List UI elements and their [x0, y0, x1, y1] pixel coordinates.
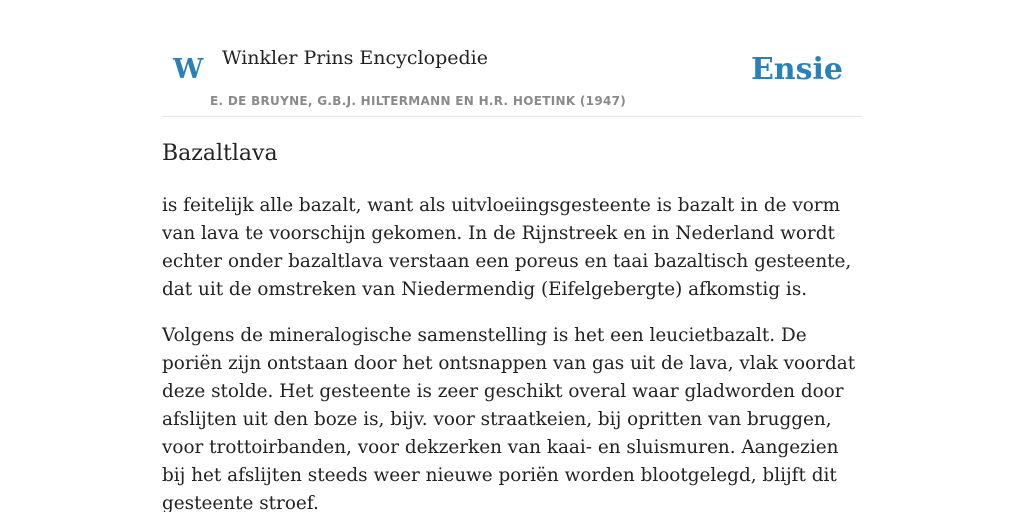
entry-title: Bazaltlava — [162, 141, 278, 166]
source-header — [162, 0, 862, 117]
source-title[interactable]: Winkler Prins Encyclopedie — [222, 47, 488, 69]
entry-content — [162, 138, 862, 512]
source-logo: W — [173, 54, 204, 85]
source-authors: E. DE BRUYNE, G.B.J. HILTERMANN EN H.R. HOETINK (1947) — [210, 94, 627, 108]
entry-paragraph: is feitelijk alle bazalt, want als uitvloeiingsgesteente is bazalt in de vorm van lava te voorschijn gekomen. In de Rijnstreek en in Nederland wordt echter onder bazaltlava verstaan een poreus en taai bazaltisch gesteente, dat uit de omstreken van Niedermendig (Eifelgebergte) afkomstig is. — [162, 195, 852, 300]
brand-logo-link[interactable]: Ensie — [750, 52, 843, 87]
entry-paragraph: Volgens de mineralogische samenstelling is het een leucietbazalt. De poriën zijn ontstaan door het ontsnappen van gas uit de lava, vlak voordat deze stolde. Het gesteente is zeer geschikt overal waar gladworden door afslijten uit den boze is, bijv. voor straatkeien, bij opritten van bruggen, voor trottoirbanden, voor dekzerken van kaai- en sluismuren. Aangezien bij het afslijten steeds weer nieuwe poriën worden blootgelegd, blijft dit gesteente stroef. — [162, 325, 856, 512]
